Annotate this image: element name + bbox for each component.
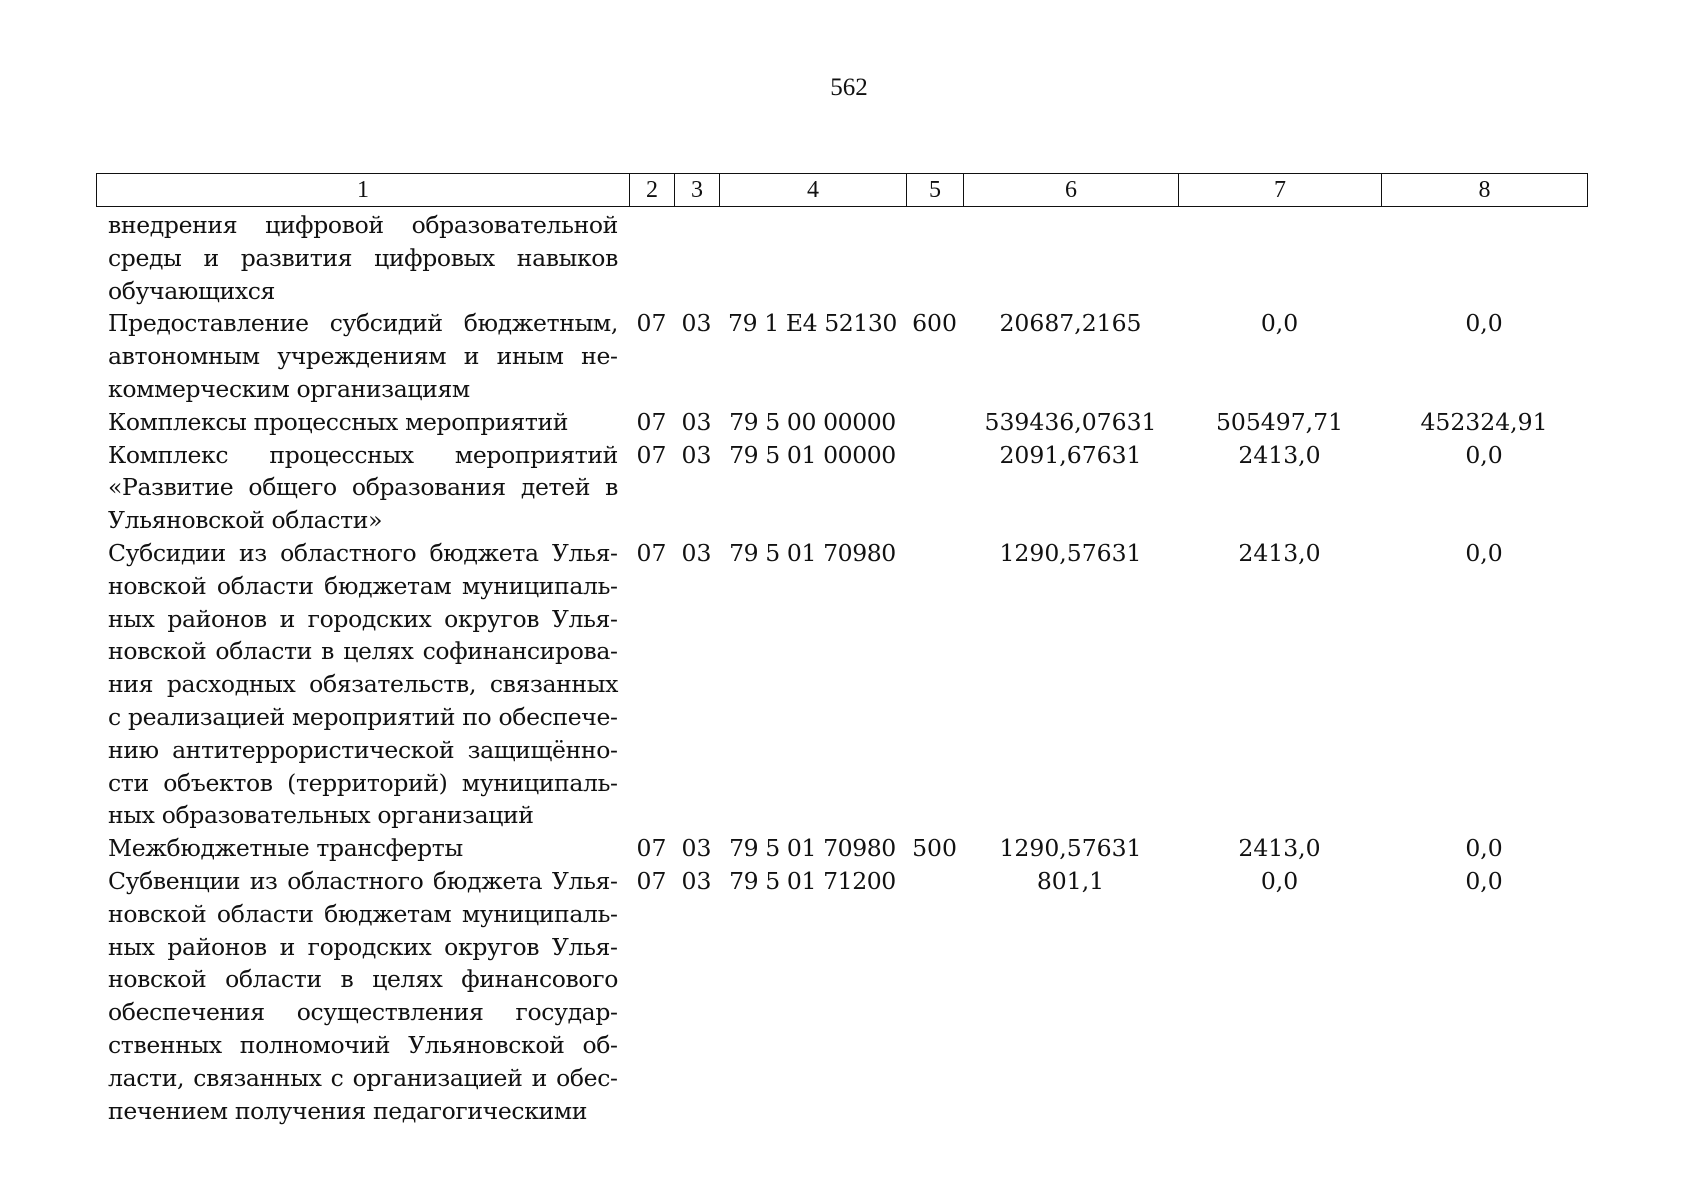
row-subsection: 03 [681,440,712,469]
row-target-code: 79 5 01 00000 [729,440,896,469]
row-section: 07 [636,866,667,895]
row-amount-col7 [1178,209,1381,307]
row-amount-col6: 1290,57631 [999,834,1142,863]
row-expense-type [906,406,963,439]
row-description: Субсидии из областного бюджета Ульяновской области бюджетам муниципальных районов и городских округов Ульяновской области в целях софинансирования расходных обязательств, связанных с реализацией мероприятий по обеспечению антитеррористической защищённости объектов (территорий) муниципальных образовательных организаций [108,538,618,830]
row-description: Субвенции из областного бюджета Ульяновской области бюджетам муниципальных районов и городских округов Ульяновской области в целях финансового обеспечения осуществления государственных полномочий Ульяновской области, связанных с организацией и обеспечением получения педагогическими [108,866,618,1125]
row-subsection [674,209,719,307]
budget-table [96,209,1587,1127]
row-expense-type [906,537,963,832]
row-expense-type: 600 [912,309,957,338]
row-section [629,209,674,307]
row-amount-col8: 0,0 [1465,440,1503,469]
row-amount-col8: 452324,91 [1420,407,1548,436]
row-amount-col7: 505497,71 [1215,407,1344,436]
row-target-code [719,209,906,307]
row-subsection: 03 [681,309,712,338]
row-amount-col6: 1290,57631 [999,538,1142,567]
row-description: внедрения цифровой образовательной среды и развития цифровых навыков обучающихся [108,211,618,305]
row-section: 07 [636,309,667,338]
row-amount-col6 [963,209,1178,307]
row-description: Комплекс процессных мероприятий «Развитие общего образования детей в Ульяновской области» [108,440,618,535]
row-amount-col8 [1381,209,1587,307]
row-description: Комплексы процессных мероприятий [108,407,569,436]
table-row [96,865,1587,1127]
row-section: 07 [636,538,667,567]
row-subsection: 03 [681,407,712,436]
row-target-code: 79 5 01 70980 [729,538,896,567]
page-number: 562 [830,74,868,101]
header-col-6: 6 [964,174,1179,207]
row-subsection: 03 [681,834,712,863]
row-amount-col8: 0,0 [1465,834,1503,863]
header-col-5: 5 [907,174,964,207]
row-subsection: 03 [681,866,712,895]
row-target-code: 79 5 00 00000 [729,407,896,436]
header-col-7: 7 [1179,174,1382,207]
row-amount-col6: 539436,07631 [984,407,1157,436]
row-target-code: 79 1 E4 52130 [728,309,897,338]
row-amount-col6: 20687,2165 [999,309,1142,338]
row-amount-col7: 2413,0 [1238,440,1321,469]
table-row [96,537,1587,832]
row-amount-col8: 0,0 [1465,538,1503,567]
table-row [96,209,1587,307]
row-amount-col6: 2091,67631 [999,440,1142,469]
row-section: 07 [636,440,667,469]
column-number-header [96,173,1588,207]
header-col-1: 1 [97,174,630,207]
row-section: 07 [636,834,667,863]
row-target-code: 79 5 01 71200 [729,866,896,895]
table-row [96,439,1587,537]
row-section: 07 [636,407,667,436]
row-amount-col8: 0,0 [1465,866,1503,895]
row-expense-type [906,439,963,537]
row-expense-type [906,865,963,1127]
table-row [96,832,1587,865]
header-col-3: 3 [675,174,720,207]
row-amount-col7: 2413,0 [1238,834,1321,863]
row-amount-col8: 0,0 [1465,309,1503,338]
row-amount-col7: 2413,0 [1238,538,1321,567]
row-expense-type: 500 [912,834,957,863]
row-description: Предоставление субсидий бюджетным, автономным учреждениям и иным некоммерческим организациям [108,309,618,403]
header-col-2: 2 [630,174,675,207]
table-row [96,307,1587,405]
row-amount-col7: 0,0 [1260,866,1299,895]
row-description: Межбюджетные трансферты [108,834,463,863]
row-subsection: 03 [681,538,712,567]
row-expense-type [906,209,963,307]
header-col-4: 4 [720,174,907,207]
row-amount-col7: 0,0 [1260,309,1299,338]
header-col-8: 8 [1382,174,1588,207]
row-target-code: 79 5 01 70980 [729,834,896,863]
table-row [96,406,1587,439]
row-amount-col6: 801,1 [1036,866,1105,895]
